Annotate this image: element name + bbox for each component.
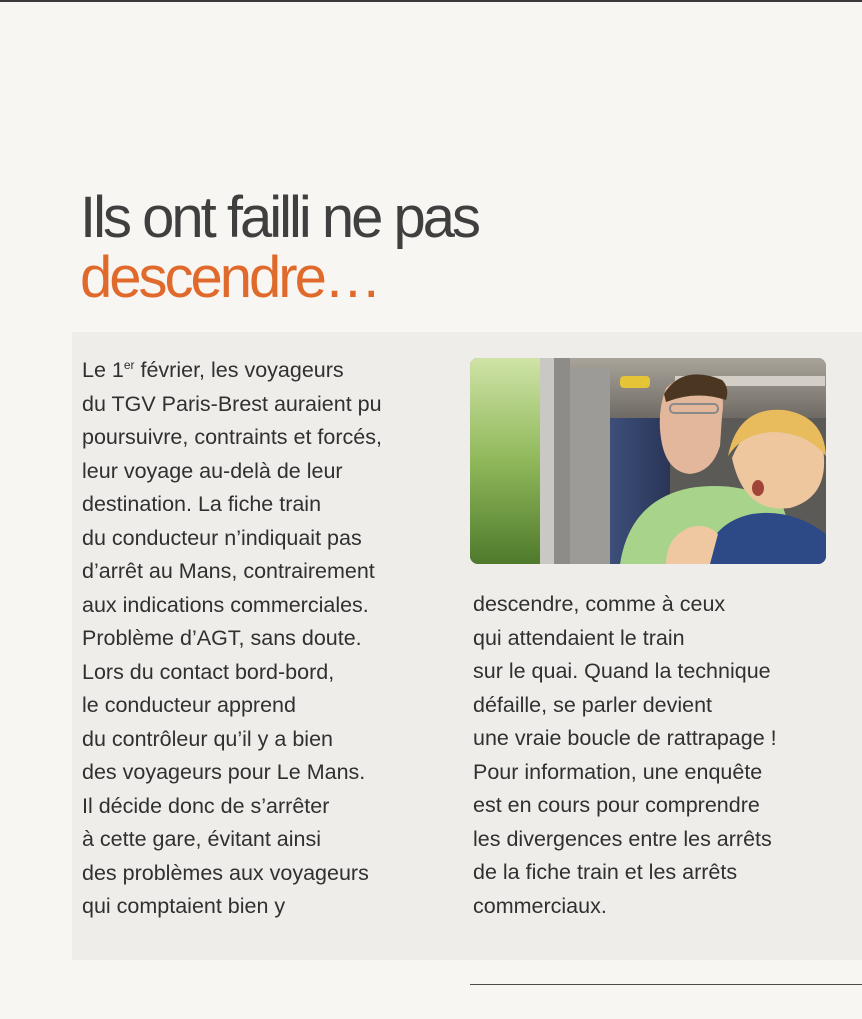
title-line-1: Ils ont failli ne pas [80, 185, 479, 250]
text-line: à cette gare, évitant ainsi [82, 827, 322, 851]
bottom-rule [470, 984, 862, 985]
text-line: leur voyage au-delà de leur [82, 458, 343, 483]
text-line: Problème d’AGT, sans doute. [82, 626, 362, 650]
text-line: Le 1er février, les voyageurs [82, 357, 344, 382]
text-line: des problèmes aux voyageurs [82, 860, 369, 885]
text-line: des voyageurs pour Le Mans. [82, 760, 366, 784]
article-title [80, 185, 479, 310]
title-line-2: descendre… [80, 245, 379, 310]
text-line: Il décide donc de s’arrêter [82, 793, 330, 818]
text-line: du TGV Paris-Brest auraient pu [82, 391, 382, 416]
text-line: de la fiche train et les arrêts [473, 860, 738, 884]
text-line: du contrôleur qu’il y a bien [82, 726, 333, 751]
text-line: destination. La fiche train [82, 492, 322, 516]
text-line: Lors du contact bord-bord, [82, 659, 335, 684]
text-line: aux indications commerciales. [82, 592, 369, 617]
right-column [473, 588, 853, 923]
text-line: qui comptaient bien y [82, 894, 286, 918]
text-line: d’arrêt au Mans, contrairement [82, 559, 375, 583]
text-line: les divergences entre les arrêts [473, 826, 772, 851]
left-column [82, 354, 442, 924]
text-line: commerciaux. [473, 893, 607, 918]
text-line: le conducteur apprend [82, 693, 296, 717]
text-line: sur le quai. Quand la technique [473, 659, 771, 683]
text-line: Pour information, une enquête [473, 759, 763, 784]
text-line: est en cours pour comprendre [473, 793, 760, 817]
text-line: descendre, comme à ceux [473, 592, 726, 616]
text-line: qui attendaient le train [473, 625, 685, 650]
train-window-photo [470, 358, 826, 564]
text-line: défaille, se parler devient [473, 692, 713, 717]
text-line: poursuivre, contraints et forcés, [82, 425, 382, 449]
text-line: du conducteur n’indiquait pas [82, 525, 362, 550]
top-rule [0, 0, 862, 2]
text-line: une vraie boucle de rattrapage ! [473, 726, 777, 750]
ordinal-superscript: er [123, 357, 135, 372]
